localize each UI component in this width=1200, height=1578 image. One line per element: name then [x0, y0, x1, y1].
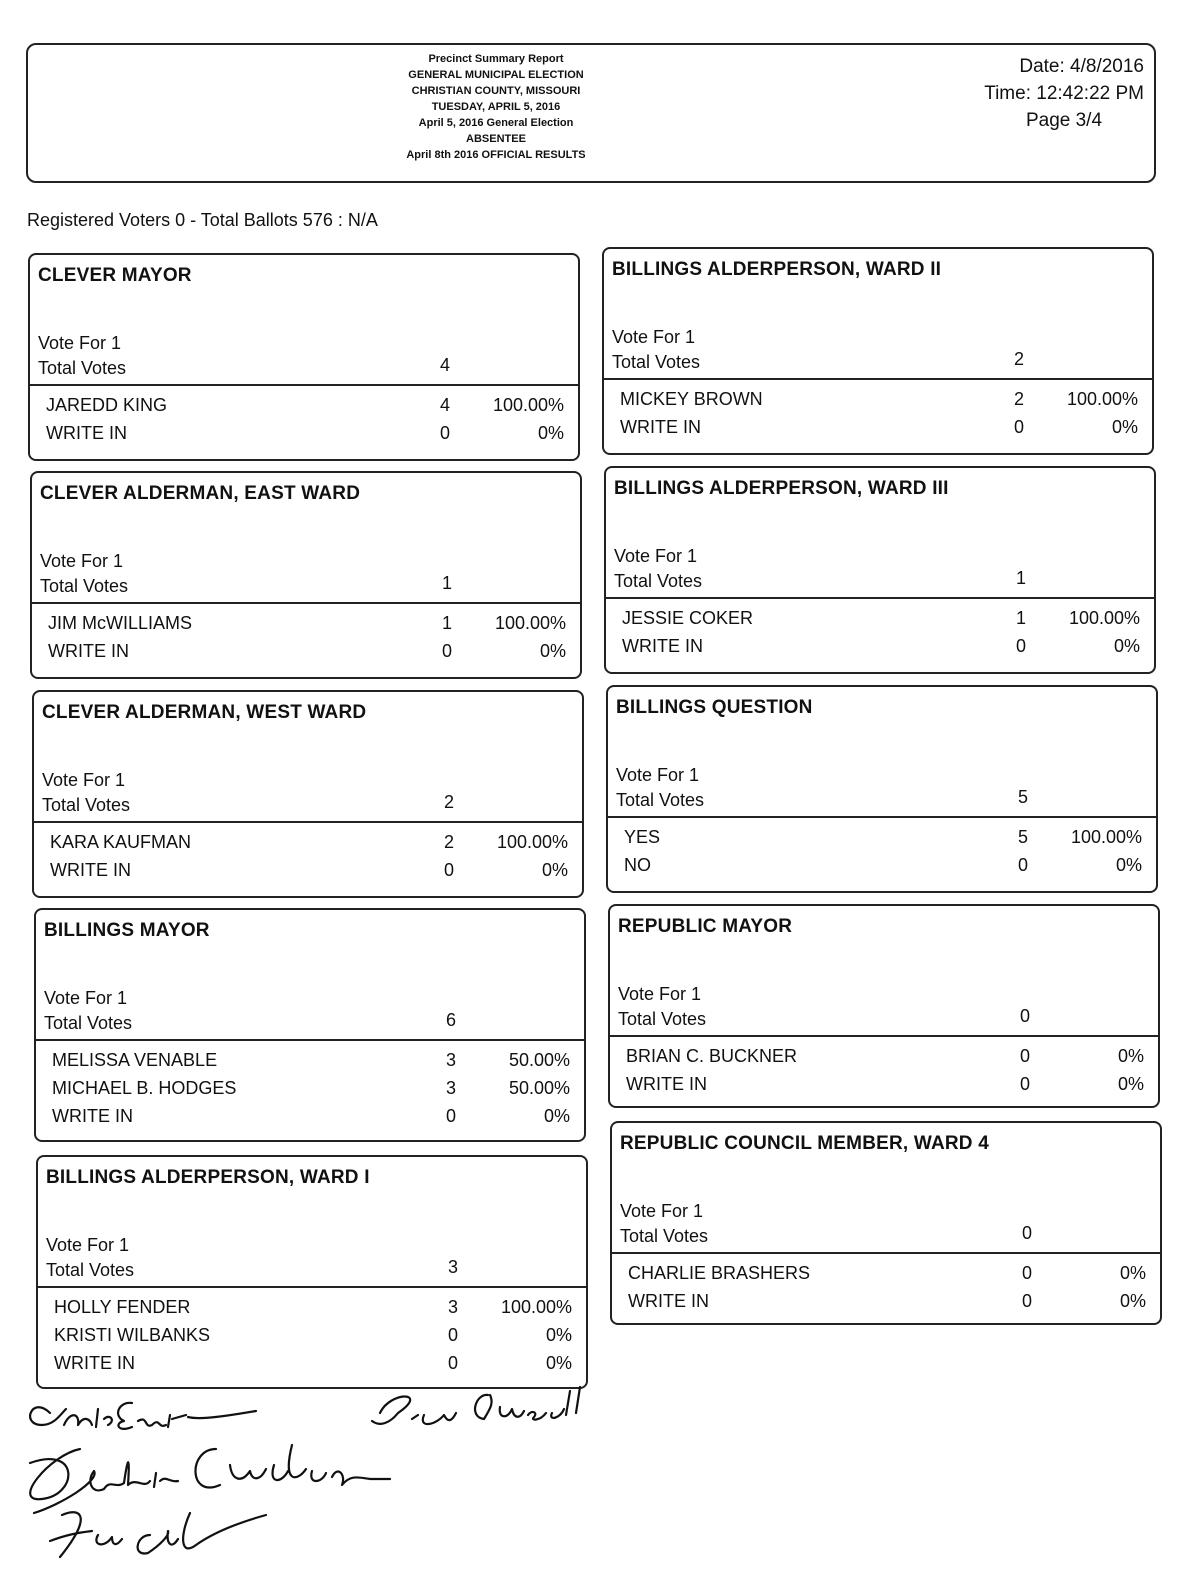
candidate-row [610, 1074, 1158, 1102]
race-republic-council-member-ward-4 [610, 1121, 1162, 1325]
candidate-name: JAREDD KING [46, 395, 168, 415]
election-label: April 5, 2016 General Election [418, 117, 574, 129]
total-votes-label: Total Votes [46, 1260, 135, 1280]
race-title: BILLINGS QUESTION [616, 697, 813, 718]
candidate-row [610, 1046, 1158, 1074]
candidate-percent: 100.00% [1068, 608, 1140, 628]
total-votes-label: Total Votes [40, 576, 129, 596]
signature-3 [30, 1445, 390, 1513]
candidate-name: WRITE IN [622, 636, 703, 656]
candidate-row [38, 1353, 586, 1381]
total-votes-label: Total Votes [44, 1013, 133, 1033]
race-title: CLEVER ALDERMAN, EAST WARD [40, 483, 361, 504]
election-date: TUESDAY, APRIL 5, 2016 [431, 101, 561, 113]
total-votes-label: Total Votes [618, 1009, 707, 1029]
candidate-percent: 100.00% [492, 395, 564, 415]
signature-1 [30, 1403, 256, 1429]
page-number: Page 3/4 [1025, 110, 1103, 131]
vote-for-label: Vote For 1 [44, 988, 128, 1008]
candidate-list [610, 1046, 1158, 1102]
candidate-row [604, 389, 1152, 417]
candidate-votes: 5 [1017, 827, 1028, 847]
candidate-name: MICHAEL B. HODGES [52, 1078, 237, 1098]
candidate-votes: 1 [441, 613, 452, 633]
candidate-row [36, 1106, 584, 1134]
signature-4 [50, 1512, 266, 1557]
divider [606, 597, 1154, 599]
candidate-votes: 4 [439, 395, 450, 415]
divider [608, 816, 1156, 818]
candidate-row [32, 641, 580, 669]
candidate-row [608, 855, 1156, 883]
vote-for-label: Vote For 1 [618, 984, 702, 1004]
candidate-name: MELISSA VENABLE [52, 1050, 218, 1070]
vote-for-label: Vote For 1 [40, 551, 124, 571]
candidate-votes: 0 [1019, 1046, 1030, 1066]
candidate-votes: 3 [445, 1078, 456, 1098]
candidate-row [36, 1050, 584, 1078]
candidate-list [30, 395, 578, 451]
candidate-row [30, 423, 578, 451]
candidate-votes: 0 [1021, 1263, 1032, 1283]
candidate-percent: 0% [537, 423, 564, 443]
race-billings-mayor [34, 908, 586, 1142]
race-title: BILLINGS ALDERPERSON, WARD II [612, 259, 942, 280]
precinct-name: ABSENTEE [466, 133, 526, 145]
race-title: BILLINGS MAYOR [44, 920, 210, 941]
candidate-votes: 0 [447, 1353, 458, 1373]
candidate-row [612, 1291, 1160, 1319]
candidate-percent: 0% [1117, 1074, 1144, 1094]
signatures [20, 1385, 620, 1575]
candidate-votes: 0 [439, 423, 450, 443]
candidate-name: JESSIE COKER [622, 608, 754, 628]
candidate-name: WRITE IN [628, 1291, 709, 1311]
total-votes-value: 4 [439, 355, 450, 375]
report-header [26, 43, 1156, 183]
report-title-block [328, 51, 664, 163]
candidate-name: WRITE IN [52, 1106, 133, 1126]
candidate-name: WRITE IN [620, 417, 701, 437]
results-status: April 8th 2016 OFFICIAL RESULTS [406, 149, 586, 161]
vote-for-label: Vote For 1 [42, 770, 126, 790]
candidate-name: WRITE IN [48, 641, 129, 661]
candidate-list [38, 1297, 586, 1381]
candidate-row [38, 1297, 586, 1325]
candidate-votes: 0 [447, 1325, 458, 1345]
candidate-percent: 100.00% [494, 613, 566, 633]
signature-2 [372, 1387, 580, 1424]
total-votes-value: 1 [1015, 568, 1026, 588]
candidate-votes: 3 [445, 1050, 456, 1070]
candidate-name: HOLLY FENDER [54, 1297, 191, 1317]
race-clever-alderman-west-ward [32, 690, 584, 898]
candidate-percent: 0% [545, 1353, 572, 1373]
vote-for-label: Vote For 1 [612, 327, 696, 347]
candidate-votes: 0 [441, 641, 452, 661]
total-votes-label: Total Votes [38, 358, 127, 378]
race-clever-alderman-east-ward [30, 471, 582, 679]
candidate-percent: 0% [541, 860, 568, 880]
candidate-percent: 0% [1111, 417, 1138, 437]
divider [610, 1035, 1158, 1037]
total-votes-label: Total Votes [616, 790, 705, 810]
candidate-votes: 3 [447, 1297, 458, 1317]
race-billings-alderperson-ward-i [36, 1155, 588, 1389]
candidate-row [36, 1078, 584, 1106]
candidate-percent: 0% [545, 1325, 572, 1345]
report-meta [944, 53, 1144, 134]
race-billings-alderperson-ward-iii [604, 466, 1156, 674]
candidate-votes: 0 [1021, 1291, 1032, 1311]
report-date: Date: 4/8/2016 [1019, 56, 1144, 77]
candidate-votes: 0 [1015, 636, 1026, 656]
race-title: CLEVER MAYOR [38, 265, 192, 286]
total-votes-value: 2 [1013, 349, 1024, 369]
candidate-row [612, 1263, 1160, 1291]
candidate-name: CHARLIE BRASHERS [628, 1263, 811, 1283]
report-title: Precinct Summary Report [428, 53, 564, 65]
total-votes-value: 0 [1019, 1006, 1030, 1026]
candidate-votes: 0 [1017, 855, 1028, 875]
candidate-row [38, 1325, 586, 1353]
jurisdiction: CHRISTIAN COUNTY, MISSOURI [411, 85, 581, 97]
candidate-list [604, 389, 1152, 445]
race-title: BILLINGS ALDERPERSON, WARD I [46, 1167, 370, 1188]
candidate-name: YES [624, 827, 661, 847]
candidate-list [36, 1050, 584, 1134]
candidate-votes: 0 [443, 860, 454, 880]
candidate-percent: 0% [1119, 1263, 1146, 1283]
total-votes-label: Total Votes [42, 795, 131, 815]
candidate-name: NO [624, 855, 651, 875]
candidate-percent: 0% [1119, 1291, 1146, 1311]
candidate-votes: 1 [1015, 608, 1026, 628]
total-votes-label: Total Votes [614, 571, 703, 591]
candidate-percent: 0% [539, 641, 566, 661]
total-votes-label: Total Votes [620, 1226, 709, 1246]
candidate-percent: 100.00% [500, 1297, 572, 1317]
candidate-percent: 50.00% [508, 1050, 570, 1070]
candidate-list [608, 827, 1156, 883]
candidate-votes: 2 [443, 832, 454, 852]
candidate-name: MICKEY BROWN [620, 389, 763, 409]
total-votes-value: 1 [441, 573, 452, 593]
vote-for-label: Vote For 1 [616, 765, 700, 785]
registered-voters-summary: Registered Voters 0 - Total Ballots 576 : N/A [27, 210, 378, 230]
candidate-name: BRIAN C. BUCKNER [626, 1046, 798, 1066]
total-votes-value: 5 [1017, 787, 1028, 807]
total-votes-value: 6 [445, 1010, 456, 1030]
candidate-percent: 100.00% [496, 832, 568, 852]
candidate-row [606, 636, 1154, 664]
divider [36, 1039, 584, 1041]
candidate-percent: 50.00% [508, 1078, 570, 1098]
candidate-percent: 0% [1117, 1046, 1144, 1066]
candidate-name: WRITE IN [46, 423, 127, 443]
candidate-votes: 2 [1013, 389, 1024, 409]
total-votes-label: Total Votes [612, 352, 701, 372]
divider [30, 384, 578, 386]
candidate-percent: 100.00% [1070, 827, 1142, 847]
total-votes-value: 2 [443, 792, 454, 812]
race-title: REPUBLIC MAYOR [618, 916, 793, 937]
divider [604, 378, 1152, 380]
candidate-name: WRITE IN [626, 1074, 707, 1094]
vote-for-label: Vote For 1 [38, 333, 122, 353]
candidate-list [32, 613, 580, 669]
candidate-row [608, 827, 1156, 855]
candidate-percent: 0% [1115, 855, 1142, 875]
total-votes-value: 0 [1021, 1223, 1032, 1243]
candidate-percent: 0% [543, 1106, 570, 1126]
candidate-list [34, 832, 582, 888]
candidate-votes: 0 [1013, 417, 1024, 437]
vote-for-label: Vote For 1 [46, 1235, 130, 1255]
race-clever-mayor [28, 253, 580, 461]
report-time: Time: 12:42:22 PM [984, 83, 1144, 104]
candidate-percent: 0% [1113, 636, 1140, 656]
vote-for-label: Vote For 1 [620, 1201, 704, 1221]
candidate-percent: 100.00% [1066, 389, 1138, 409]
candidate-name: WRITE IN [50, 860, 131, 880]
candidate-votes: 0 [1019, 1074, 1030, 1094]
race-title: REPUBLIC COUNCIL MEMBER, WARD 4 [620, 1133, 989, 1154]
divider [38, 1286, 586, 1288]
total-votes-value: 3 [447, 1257, 458, 1277]
candidate-row [34, 832, 582, 860]
candidate-list [606, 608, 1154, 664]
divider [34, 821, 582, 823]
candidate-name: KRISTI WILBANKS [54, 1325, 211, 1345]
candidate-row [34, 860, 582, 888]
race-billings-question [606, 685, 1158, 893]
divider [612, 1252, 1160, 1254]
vote-for-label: Vote For 1 [614, 546, 698, 566]
race-republic-mayor [608, 904, 1160, 1108]
candidate-name: KARA KAUFMAN [50, 832, 192, 852]
candidate-row [30, 395, 578, 423]
candidate-list [612, 1263, 1160, 1319]
candidate-row [606, 608, 1154, 636]
election-name: GENERAL MUNICIPAL ELECTION [408, 69, 584, 81]
candidate-row [604, 417, 1152, 445]
divider [32, 602, 580, 604]
candidate-votes: 0 [445, 1106, 456, 1126]
race-billings-alderperson-ward-ii [602, 247, 1154, 455]
candidate-name: WRITE IN [54, 1353, 135, 1373]
candidate-name: JIM McWILLIAMS [48, 613, 193, 633]
race-title: CLEVER ALDERMAN, WEST WARD [42, 702, 367, 723]
race-title: BILLINGS ALDERPERSON, WARD III [614, 478, 949, 499]
candidate-row [32, 613, 580, 641]
